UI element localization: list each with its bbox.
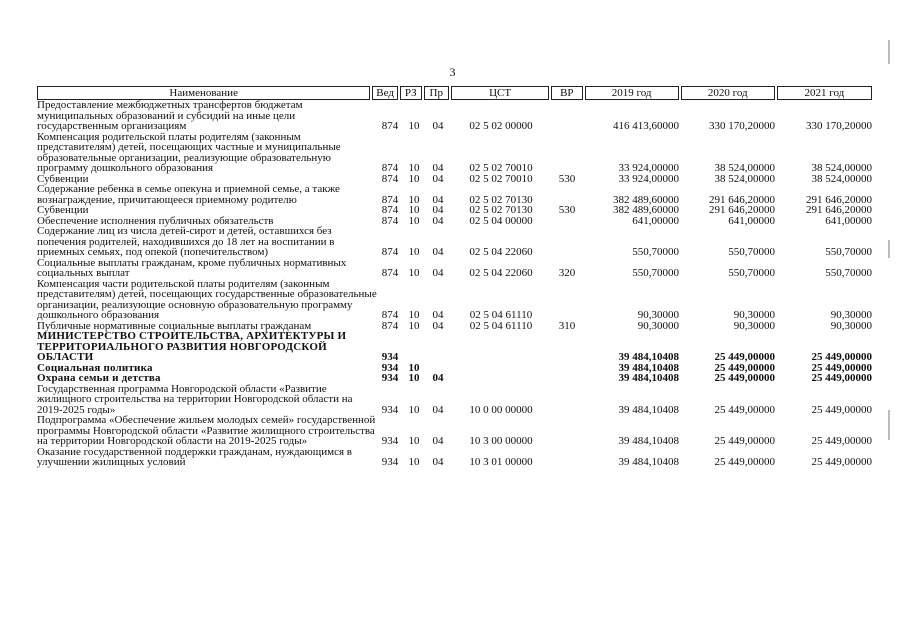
cell-y2019: 382 489,60000 [613, 193, 679, 206]
header-pr: Пр [424, 86, 450, 100]
cell-y2019: 382 489,60000 [613, 204, 679, 216]
budget-table [37, 86, 872, 468]
cell-ved: 874 [381, 172, 399, 185]
cell-y2021: 330 170,20000 [806, 120, 872, 132]
table-body [37, 100, 872, 468]
cell-name: Компенсация части родительской платы родителям (законным представителям) детей, посещающих государственные образовательные организации, реализующие основную образовательную программу дошкольного образования [37, 277, 377, 321]
cell-name: Социальные выплаты гражданам, кроме публичных нормативных социальных выплат [37, 256, 347, 279]
cell-name: МИНИСТЕРСТВО СТРОИТЕЛЬСТВА, АРХИТЕКТУРЫ И ТЕРРИТОРИАЛЬНОГО РАЗВИТИЯ НОВГОРОДСКОЙ ОБЛАСТИ [37, 330, 347, 363]
cell-pr: 04 [432, 403, 444, 416]
cell-cst: 02 5 02 70130 [469, 204, 533, 216]
cell-rz: 10 [408, 193, 420, 206]
cell-rz: 10 [408, 456, 420, 468]
cell-y2020: 550,70000 [728, 246, 775, 258]
page-number: 3 [449, 65, 456, 79]
cell-y2019: 90,30000 [637, 319, 679, 332]
cell-ved: 874 [381, 193, 399, 206]
cell-y2021: 25 449,00000 [811, 435, 872, 447]
cell-cst: 02 5 02 00000 [469, 120, 533, 132]
cell-y2021: 38 524,00000 [811, 162, 872, 174]
cell-y2019: 39 484,10408 [618, 351, 679, 363]
cell-cst: 02 5 04 00000 [469, 214, 533, 227]
cell-y2019: 641,00000 [632, 214, 679, 227]
cell-y2019: 550,70000 [632, 267, 679, 279]
cell-pr: 04 [432, 435, 444, 447]
cell-vr: 530 [558, 172, 576, 185]
cell-y2020: 90,30000 [733, 319, 775, 332]
cell-y2021: 291 646,20000 [806, 204, 872, 216]
cell-pr: 04 [432, 372, 444, 384]
cell-cst: 10 0 00 00000 [469, 403, 533, 416]
scan-margin-mark [888, 240, 890, 258]
cell-y2019: 39 484,10408 [618, 403, 679, 416]
cell-pr: 04 [432, 172, 444, 185]
cell-y2020: 550,70000 [728, 267, 775, 279]
cell-ved: 934 [381, 361, 399, 374]
cell-y2020: 25 449,00000 [714, 456, 775, 468]
header-vr: ВР [551, 86, 582, 100]
cell-y2021: 25 449,00000 [811, 456, 872, 468]
cell-pr: 04 [432, 214, 444, 227]
table-row [37, 258, 872, 279]
cell-rz: 10 [408, 403, 420, 416]
cell-y2019: 39 484,10408 [618, 372, 679, 384]
cell-y2019: 39 484,10408 [618, 361, 679, 374]
cell-cst: 02 5 04 61110 [469, 319, 533, 332]
cell-rz: 10 [408, 214, 420, 227]
cell-pr: 04 [432, 267, 444, 279]
cell-ved: 874 [381, 246, 399, 258]
cell-ved: 874 [381, 204, 399, 216]
cell-ved: 874 [381, 267, 399, 279]
cell-y2020: 330 170,20000 [709, 120, 775, 132]
cell-ved: 874 [381, 309, 399, 321]
cell-cst: 02 5 04 22060 [469, 267, 533, 279]
cell-vr: 320 [558, 267, 576, 279]
cell-y2021: 291 646,20000 [806, 193, 872, 206]
header-ved: Вед [372, 86, 398, 100]
cell-rz: 10 [408, 372, 420, 384]
cell-ved: 934 [381, 403, 399, 416]
cell-cst: 10 3 00 00000 [469, 435, 533, 447]
header-2020: 2020 год [681, 86, 775, 100]
cell-cst: 02 5 04 22060 [469, 246, 533, 258]
cell-name: Охрана семьи и детства [37, 372, 161, 384]
header-cst: ЦСТ [451, 86, 549, 100]
table-row [37, 184, 872, 205]
cell-ved: 934 [381, 372, 399, 384]
cell-rz: 10 [408, 435, 420, 447]
cell-name: Содержание лиц из числа детей-сирот и детей, оставшихся без попечения родителей, находившихся до 18 лет на воспитании в приемных семьях, под опекой (попечительством) [37, 225, 335, 258]
cell-y2021: 90,30000 [830, 319, 872, 332]
table-row [37, 373, 872, 384]
cell-rz: 10 [408, 204, 420, 216]
cell-rz: 10 [408, 309, 420, 321]
cell-y2020: 25 449,00000 [714, 351, 775, 363]
header-rz: РЗ [400, 86, 422, 100]
cell-y2019: 39 484,10408 [618, 435, 679, 447]
cell-pr: 04 [432, 309, 444, 321]
cell-ved: 934 [381, 435, 399, 447]
cell-rz: 10 [408, 162, 420, 174]
cell-name: Оказание государственной поддержки гражданам, нуждающимся в улучшении жилищных условий [37, 445, 352, 468]
cell-pr: 04 [432, 120, 444, 132]
cell-ved: 874 [381, 214, 399, 227]
cell-y2021: 25 449,00000 [811, 372, 872, 384]
cell-vr: 530 [558, 204, 576, 216]
table-row [37, 132, 872, 174]
cell-y2021: 25 449,00000 [811, 361, 872, 374]
cell-y2019: 33 924,00000 [618, 172, 679, 185]
cell-pr: 04 [432, 456, 444, 468]
cell-name: Предоставление межбюджетных трансфертов бюджетам муниципальных образований и субсидий на иные цели государственным организациям [37, 99, 303, 132]
cell-name: Публичные нормативные социальные выплаты гражданам [37, 319, 312, 332]
cell-y2021: 90,30000 [830, 309, 872, 321]
cell-y2019: 550,70000 [632, 246, 679, 258]
cell-y2020: 25 449,00000 [714, 403, 775, 416]
scan-margin-mark [888, 410, 890, 440]
cell-ved: 934 [381, 351, 399, 363]
cell-name: Компенсация родительской платы родителям (законным представителям) детей, посещающих частные и муниципальные образовательные организации, реализующие образовательную программу дошкольного образования [37, 130, 341, 174]
cell-cst: 02 5 02 70130 [469, 193, 533, 206]
cell-name: Содержание ребенка в семье опекуна и приемной семье, а также вознаграждение, причитающееся приемному родителю [37, 183, 340, 206]
cell-y2020: 25 449,00000 [714, 435, 775, 447]
table-row [37, 100, 872, 132]
cell-y2020: 291 646,20000 [709, 204, 775, 216]
cell-ved: 874 [381, 162, 399, 174]
cell-rz: 10 [408, 246, 420, 258]
cell-pr: 04 [432, 204, 444, 216]
cell-rz: 10 [408, 120, 420, 132]
table-row [37, 331, 872, 363]
cell-rz: 10 [408, 319, 420, 332]
table-row [37, 384, 872, 416]
table-row [37, 205, 872, 216]
cell-y2021: 38 524,00000 [811, 172, 872, 185]
cell-pr: 04 [432, 162, 444, 174]
cell-y2020: 291 646,20000 [709, 193, 775, 206]
cell-name: Субвенции [37, 172, 89, 185]
cell-cst: 02 5 04 61110 [469, 309, 533, 321]
cell-y2020: 25 449,00000 [714, 361, 775, 374]
cell-y2021: 641,00000 [825, 214, 872, 227]
cell-y2019: 90,30000 [637, 309, 679, 321]
cell-pr: 04 [432, 193, 444, 206]
cell-y2021: 25 449,00000 [811, 351, 872, 363]
scan-margin-mark [888, 40, 890, 64]
cell-y2020: 25 449,00000 [714, 372, 775, 384]
table-row [37, 226, 872, 258]
cell-y2020: 38 524,00000 [714, 162, 775, 174]
cell-cst: 10 3 01 00000 [469, 456, 533, 468]
cell-cst: 02 5 02 70010 [469, 162, 533, 174]
cell-name: Субвенции [37, 204, 89, 216]
header-2021: 2021 год [777, 86, 872, 100]
cell-y2021: 550,70000 [825, 246, 872, 258]
cell-vr: 310 [558, 319, 576, 332]
cell-y2019: 416 413,60000 [613, 120, 679, 132]
cell-ved: 874 [381, 120, 399, 132]
cell-y2020: 38 524,00000 [714, 172, 775, 185]
cell-cst: 02 5 02 70010 [469, 172, 533, 185]
cell-y2021: 25 449,00000 [811, 403, 872, 416]
cell-y2019: 39 484,10408 [618, 456, 679, 468]
cell-rz: 10 [408, 361, 420, 374]
cell-name: Обеспечение исполнения публичных обязательств [37, 214, 274, 227]
table-header [37, 86, 872, 100]
header-name: Наименование [37, 86, 370, 100]
cell-pr: 04 [432, 319, 444, 332]
cell-name: Государственная программа Новгородской области «Развитие жилищного строительства на территории Новгородской области на 2019-2025 годы» [37, 382, 353, 416]
cell-pr: 04 [432, 246, 444, 258]
table-row [37, 415, 872, 447]
cell-y2020: 90,30000 [733, 309, 775, 321]
cell-y2019: 33 924,00000 [618, 162, 679, 174]
cell-rz: 10 [408, 267, 420, 279]
cell-ved: 934 [381, 456, 399, 468]
cell-y2021: 550,70000 [825, 267, 872, 279]
table-row [37, 279, 872, 321]
header-2019: 2019 год [585, 86, 679, 100]
cell-y2020: 641,00000 [728, 214, 775, 227]
cell-name: Социальная политика [37, 361, 153, 374]
cell-ved: 874 [381, 319, 399, 332]
cell-rz: 10 [408, 172, 420, 185]
table-row [37, 447, 872, 468]
cell-name: Подпрограмма «Обеспечение жильем молодых семей» государственной программы Новгородской области «Развитие жилищного строительства на территории Новгородской области на 2019-2025 годы» [37, 414, 376, 447]
